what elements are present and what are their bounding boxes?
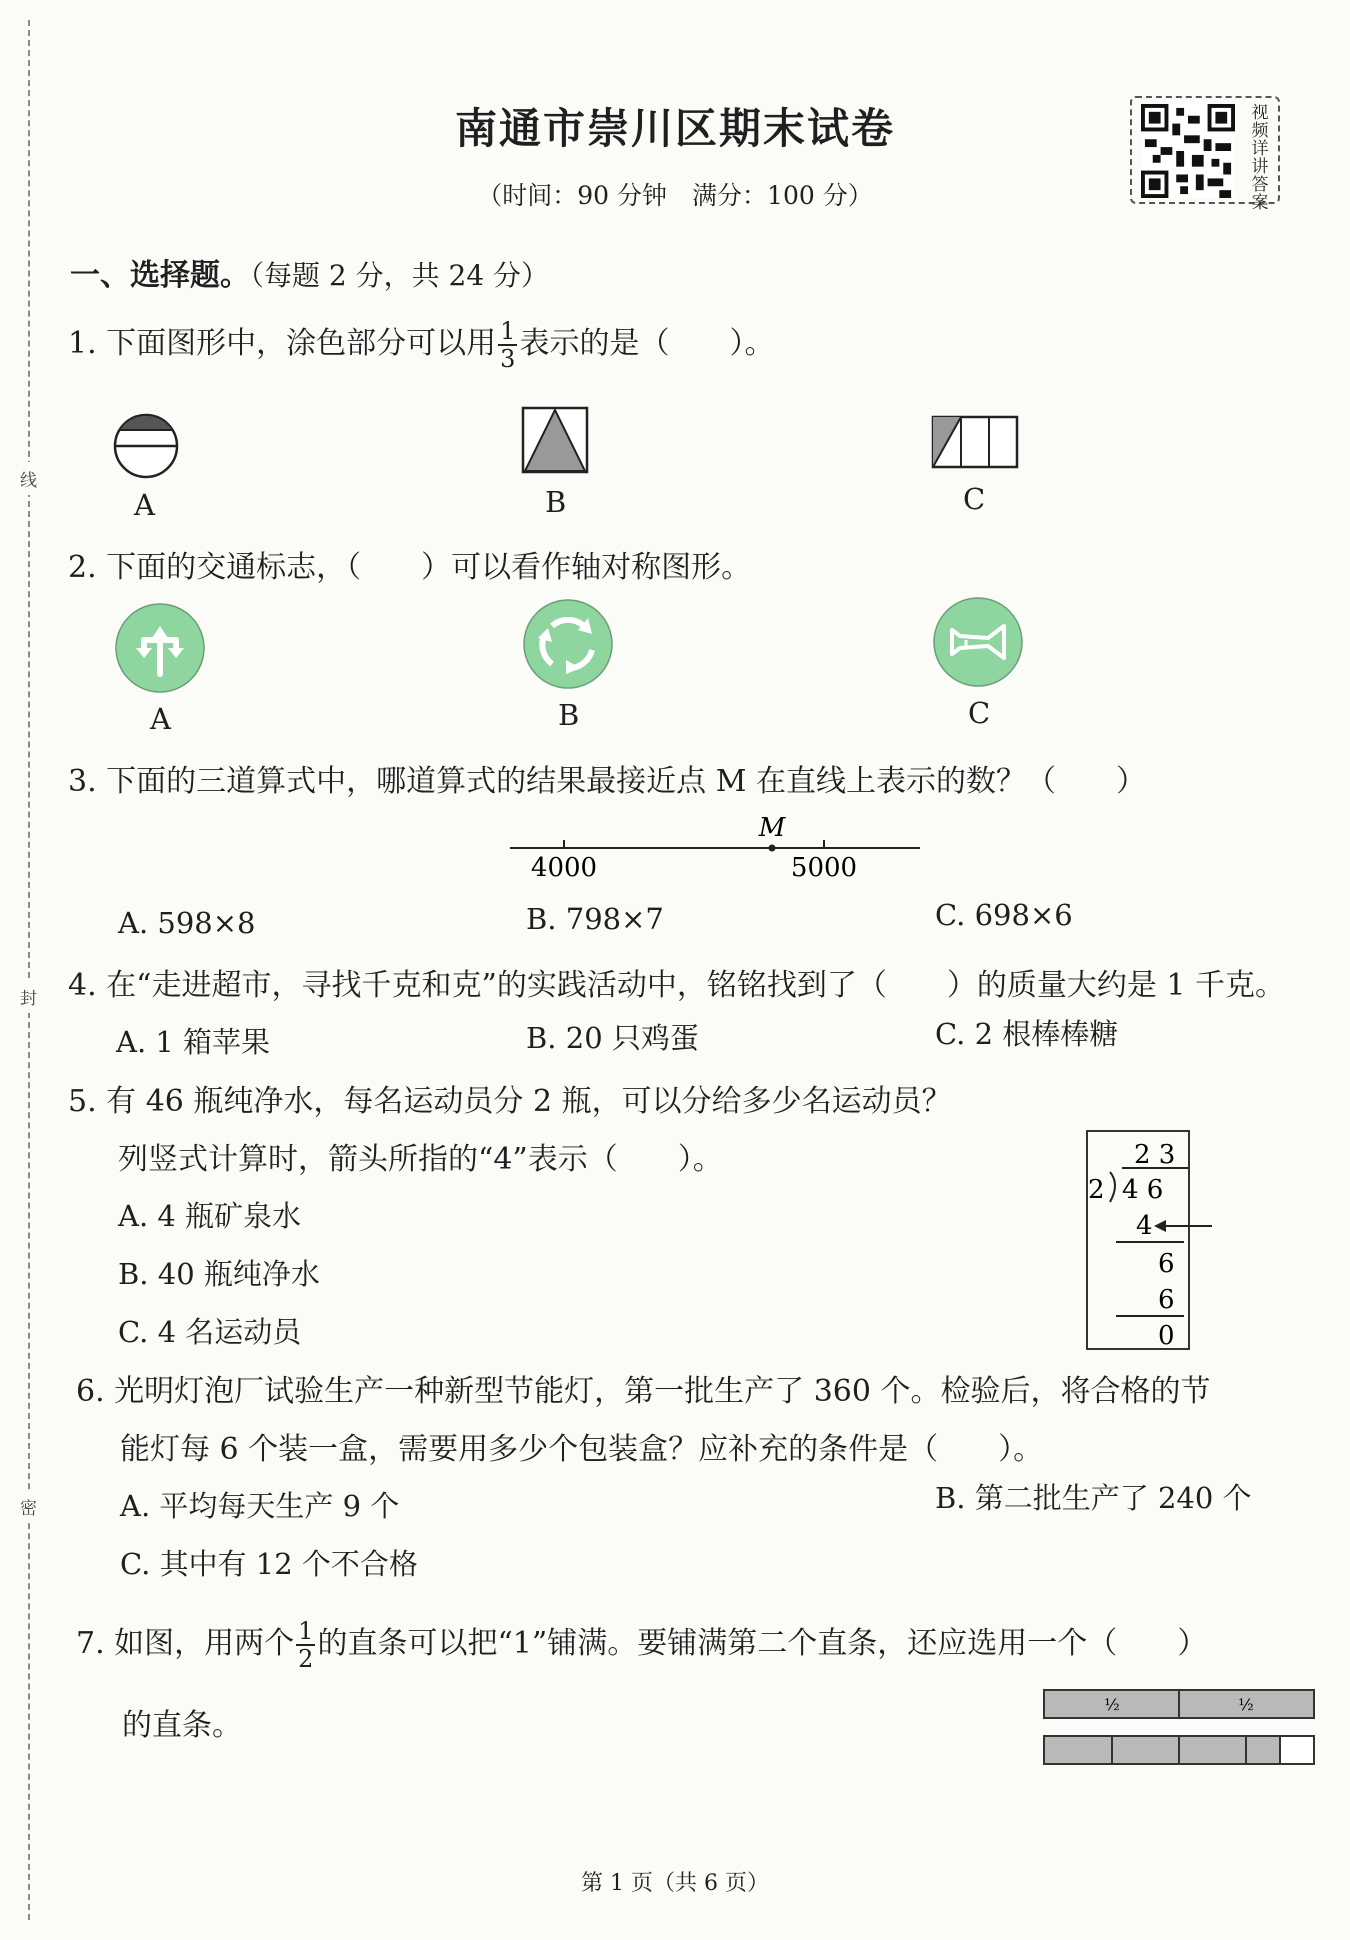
question-6: 6. 光明灯泡厂试验生产一种新型节能灯，第一批生产了 360 个。检验后，将合格的节 (76, 1374, 1211, 1409)
division-remainder: 0 (1158, 1321, 1175, 1351)
binding-margin-line (28, 20, 30, 1920)
division-dividend: 4 6 (1122, 1175, 1164, 1205)
division-divisor: 2 (1088, 1175, 1105, 1205)
q1-label-c: C (963, 482, 986, 516)
page-footer: 第 1 页（共 6 页） (581, 1871, 769, 1896)
number-line-point-m (769, 845, 776, 852)
q4-option-c[interactable]: C. 2 根棒棒糖 (935, 1017, 1119, 1051)
q4-option-a[interactable]: A. 1 箱苹果 (116, 1025, 271, 1059)
division-quotient: 2 3 (1134, 1140, 1176, 1170)
q3-option-c[interactable]: C. 698×6 (935, 898, 1073, 932)
question-5: 5. 有 46 瓶纯净水，每名运动员分 2 瓶，可以分给多少名运动员？ (68, 1084, 952, 1119)
question-7: 7. 如图，用两个 $\frac{1}{2}$ 的直条可以把“1”铺满。要铺满第二个直条，还应选用一个（ ） (76, 1617, 1208, 1673)
q5-option-a[interactable]: A. 4 瓶矿泉水 (118, 1199, 302, 1233)
q7-strip-figure (1042, 1688, 1322, 1788)
division-step-3: 6 (1158, 1285, 1175, 1315)
qr-code-box[interactable] (1130, 96, 1280, 213)
binding-char-xian: 线 (20, 462, 37, 495)
q4-option-b[interactable]: B. 20 只鸡蛋 (526, 1021, 699, 1055)
q2-label-b: B (558, 698, 580, 732)
q2-sign-c-horn-icon (932, 596, 1024, 688)
fraction-one-half: $\frac{1}{2}$ (298, 1617, 314, 1673)
page-title: 南通市崇川区期末试卷 (454, 104, 895, 153)
q2-sign-b-roundabout-icon (522, 598, 614, 690)
question-3: 3. 下面的三道算式中，哪道算式的结果最接近点 M 在直线上表示的数？（ ） (68, 764, 1146, 799)
q1-figure-a-circle (110, 410, 182, 482)
question-4: 4. 在“走进超市，寻找千克和克”的实践活动中，铭铭找到了（ ）的质量大约是 1 千克。 (68, 968, 1286, 1003)
binding-char-mi: 密 (20, 1490, 37, 1523)
qr-code-icon (1140, 104, 1236, 198)
long-division-figure (1088, 1132, 1278, 1352)
number-line-label-4000: 4000 (530, 853, 598, 883)
page-subtitle: （时间：90 分钟 满分：100 分） (477, 181, 873, 210)
fraction-one-third: $\frac{1}{3}$ (500, 317, 516, 373)
q5-long-division-box (1086, 1130, 1190, 1350)
number-line-label-5000: 5000 (790, 853, 858, 883)
section-heading: 一、选择题。（每题 2 分，共 24 分） (70, 258, 550, 293)
question-1: 1. 下面图形中，涂色部分可以用 $\frac{1}{3}$ 表示的是（ ）。 (68, 317, 775, 373)
question-6-line-2: 能灯每 6 个装一盒，需要用多少个包装盒？应补充的条件是（ ）。 (120, 1432, 1044, 1467)
q2-label-c: C (968, 696, 991, 730)
q3-option-a[interactable]: A. 598×8 (118, 906, 256, 940)
q2-sign-a-turn-arrows-icon (114, 602, 206, 694)
question-2: 2. 下面的交通标志，（ ）可以看作轴对称图形。 (68, 550, 752, 585)
division-step-2: 6 (1158, 1249, 1175, 1279)
q5-option-c[interactable]: C. 4 名运动员 (118, 1315, 302, 1349)
q6-option-a[interactable]: A. 平均每天生产 9 个 (120, 1489, 400, 1523)
qr-caption: 视 频 详 讲 答 案 (1251, 103, 1269, 213)
q3-option-b[interactable]: B. 798×7 (526, 902, 664, 936)
q1-label-b: B (545, 485, 567, 519)
q5-option-b[interactable]: B. 40 瓶纯净水 (118, 1257, 320, 1291)
binding-char-feng: 封 (20, 980, 37, 1013)
number-line-point-label: M (758, 813, 786, 843)
division-step-1: 4 (1136, 1211, 1153, 1241)
q1-label-a: A (134, 488, 155, 522)
q1-figure-c-rect (930, 414, 1020, 470)
question-7-line-2: 的直条。 (122, 1708, 242, 1743)
q6-option-b[interactable]: B. 第二批生产了 240 个 (935, 1481, 1252, 1515)
question-5-line-2: 列竖式计算时，箭头所指的“4”表示（ ）。 (118, 1142, 723, 1177)
q1-figure-b-square (520, 405, 590, 475)
strip-half-label-1: ½ (1104, 1695, 1120, 1714)
strip-half-label-2: ½ (1238, 1695, 1254, 1714)
q3-number-line (500, 808, 940, 888)
q6-option-c[interactable]: C. 其中有 12 个不合格 (120, 1547, 418, 1581)
q2-label-a: A (150, 702, 171, 736)
